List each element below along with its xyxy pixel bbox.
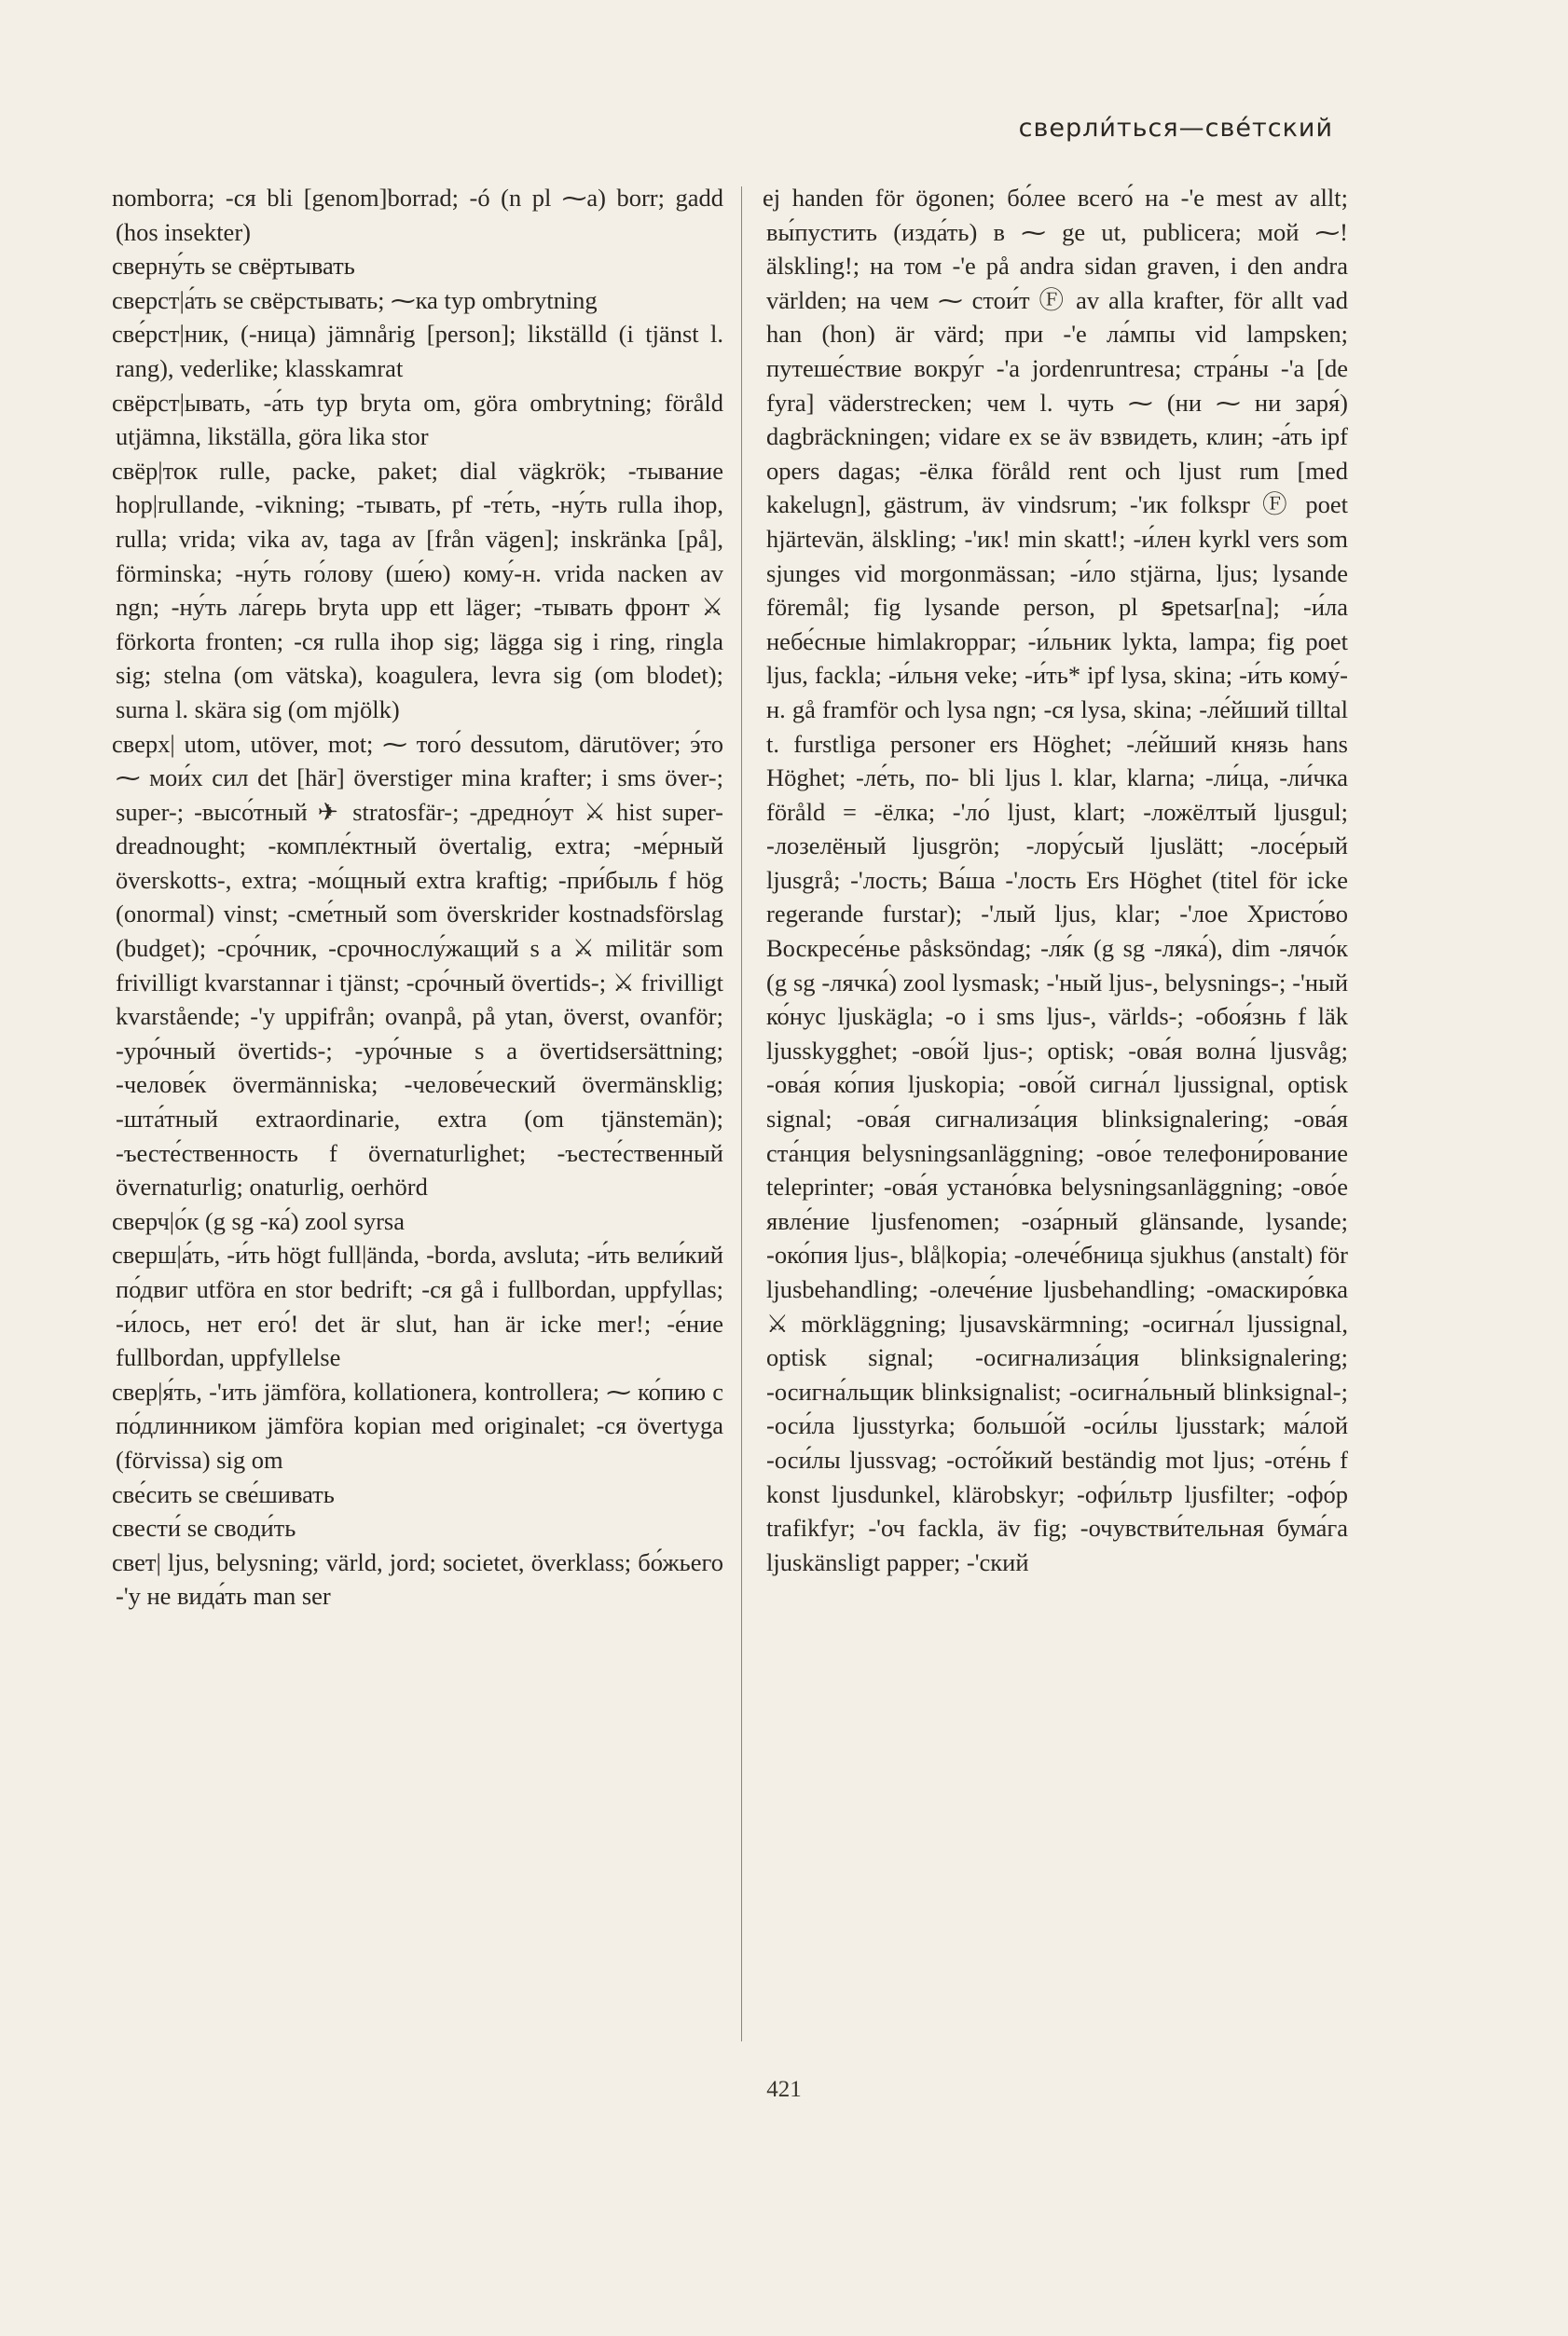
- left-column: [112, 181, 723, 1614]
- dictionary-entry: свер|я́ть, -'ить jämföra, kollationera, kontrollera; ⁓ ко́пию с по́длинником jämföra kopian med originalet; -ся övertyga (förvissa) sig om: [112, 1377, 723, 1474]
- dictionary-entry: свёрст|ывать, -а́ть typ bryta om, göra ombrytning; föråld utjämna, likställa, göra lika stor: [112, 388, 723, 451]
- dictionary-entry: свёр|ток rulle, packe, paket; dial vägkrök; -тывание hop|rullande, -vikning; -тывать, pf -те́ть, -ну́ть rulla ihop, rulla; vrida; vika av, taga av [från vägen]; inskränka [på], förminska; -ну́ть го́лову (ше́ю) кому́-н. vrida nacken av ngn; -ну́ть ла́герь bryta upp ett läger; -тывать фронт ⚔ förkorta fronten; -ся rulla ihop sig; lägga sig i ring, ringla sig; stelna (om vätska), koagulera, levra sig (om blodet); surna l. skära sig (om mjölk): [112, 456, 723, 723]
- running-head: сверли́ться—све́тский: [1018, 114, 1333, 143]
- dictionary-entry: сверч|о́к (g sg -ка́) zool syrsa: [112, 1206, 405, 1235]
- page-number: 421: [766, 2077, 802, 2102]
- dictionary-entry: сверш|а́ть, -и́ть högt full|ända, -borda, avsluta; -и́ть вели́кий по́двиг utföra en stor bedrift; -ся gå i fullbordan, uppfyllas; -и́лось, нет его́! det är slut, han är icke mer!; -е́ние fullbordan, uppfyllelse: [112, 1241, 723, 1372]
- right-column: [763, 181, 1348, 1579]
- dictionary-entry: сверст|а́ть se свёрстывать; ⁓ка typ ombrytning: [112, 285, 598, 314]
- dictionary-entry: сверну́ть se свёртывать: [112, 252, 355, 281]
- dictionary-entry: свести́ se своди́ть: [112, 1514, 296, 1543]
- dictionary-entry: сверх| utom, utöver, mot; ⁓ того́ dessutom, därutöver; э́то ⁓ мои́х сил det [här] överstiger mina krafter; i sms över-; super-; -высо́тный ✈ stratosfär-; -дредно́ут ⚔ hist super-dreadnought; -компле́ктный övertalig, extra; -ме́рный överskotts-, extra; -мо́щный extra kraftig; -при́быль f hög (onormal) vinst; -сме́тный som överskrider kostnadsförslag (budget); -сро́чник, -срочнослу́жащий s a ⚔ militär som frivilligt kvarstannar i tjänst; -сро́чный övertids-; ⚔ frivilligt kvarstående; -'у uppifrån; ovanpå, på ytan, överst, ovanför; -уро́чный övertids-; -уро́чные s a övertidsersättning; -челове́к övermänniska; -челове́ческий övermänsklig; -шта́тный extraordinarie, extra (om tjänstemän); -ъесте́ственность f övernaturlighet; -ъесте́ственный övernaturlig; onaturlig, oerhörd: [112, 729, 723, 1202]
- dictionary-entry: свет| ljus, belysning; värld, jord; societet, överklass; бо́жьего -'у не вида́ть man ser: [112, 1547, 723, 1611]
- dictionary-entry: nomborra; -ся bli [genom]borrad; -ó (n pl ⁓а) borr; gadd (hos insekter): [112, 184, 723, 246]
- dictionary-entry: све́сить se све́шивать: [112, 1479, 335, 1508]
- dictionary-entry: све́рст|ник, (-ница) jämnårig [person]; likställd (i tjänst l. rang), vederlike; klasskamrat: [112, 320, 723, 382]
- column-divider: [741, 186, 742, 2041]
- dictionary-entry: ej handen för ögonen; бо́лее всего́ на -'е mest av allt; вы́пустить (изда́ть) в ⁓ ge ut, publicera; мой ⁓! älskling!; на том -'е på andra sidan graven, i den andra världen; на чем ⁓ стои́т Ⓕ av alla krafter, för allt vad han (hon) är värd; при -'е ла́мпы vid lampsken; путеше́ствие вокру́г -'а jordenruntresa; стра́ны -'а [de fyra] väderstrecken; чем l. чуть ⁓ (ни ⁓ ни заря́) dagbräckningen; vidare ex se äv взвидеть, клин; -а́ть ipf opers dagas; -ёлка föråld rent och ljust rum [med kakelugn], gästrum, äv vindsrum; -'ик folkspr Ⓕ poet hjärtevän, älskling; -'ик! min skatt!; -и́лен kyrkl vers som sjunges vid morgonmässan; -и́ло stjärna, ljus; lysande föremål; fig lysande person, pl ꞩpetsar[na]; -и́ла небе́сные himlakroppar; -и́льник lykta, lampa; fig poet ljus, fackla; -и́льня veke; -и́ть* ipf lysa, skina; -и́ть кому́-н. gå framför och lysa ngn; -ся lysa, skina; -ле́йший tilltal t. furstliga personer ers Höghet; -ле́йший князь hans Höghet; -ле́ть, по- bli ljus l. klar, klarna; -ли́ца, -ли́чка föråld = -ёлка; -'ло́ ljust, klart; -ложёлтый ljusgul; -лозелёный ljusgrön; -лору́сый ljuslätt; -лосе́рый ljusgrå; -'лость; Ва́ша -'лость Ers Höghet (titel för icke regerande furstar); -'лый ljus, klar; -'лое Христо́во Воскресе́нье påsksöndag; -ля́к (g sg -ляка́), dim -лячо́к (g sg -лячка́) zool lysmask; -'ный ljus-, belysnings-; -'ный ко́нус ljuskägla; -о i sms ljus-, världs-; -обоя́знь f läk ljusskygghet; -ово́й ljus-; optisk; -ова́я волна́ ljusvåg; -ова́я ко́пия ljuskopia; -ово́й сигна́л ljussignal, optisk signal; -ова́я сигнализа́ция blinksignalering; -ова́я ста́нция belysningsanläggning; -ово́е телефони́рование teleprinter; -ова́я устано́вка belysningsanläggning; -ово́е явле́ние ljusfenomen; -оза́рный glänsande, lysande; -око́пия ljus-, blå|kopia; -олече́бница sjukhus (anstalt) för ljusbehandling; -олече́ние ljusbehandling; -омаскиро́вка ⚔ mörkläggning; ljusavskärmning; -осигна́л ljussignal, optisk signal; -осигнализа́ция blinksignalering; -осигна́льщик blinksignalist; -осигна́льный blinksignal-; -оси́ла ljusstyrka; большо́й -оси́лы ljusstark; ма́лой -оси́лы ljussvag; -осто́йкий beständig mot ljus; -оте́нь f konst ljusdunkel, klärobskyr; -офи́льтр ljusfilter; -офо́р trafikfyr; -'оч fackla, äv fig; -очувстви́тельная бума́га ljuskänsligt papper; -'ский: [763, 184, 1348, 1576]
